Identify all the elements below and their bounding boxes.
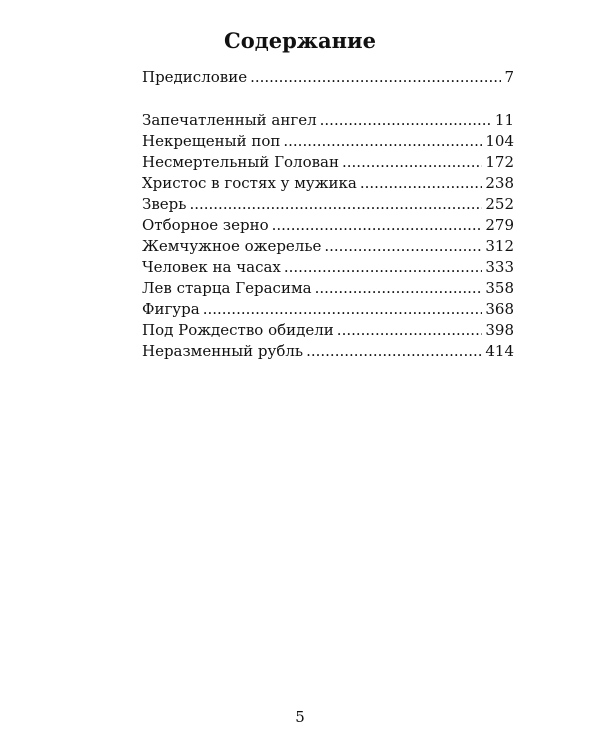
toc-leader-dots [360,174,482,192]
toc-entry [142,342,514,363]
toc-entry [142,174,514,195]
toc-entry [142,216,514,237]
toc-leader-dots [315,279,483,297]
toc-leader-dots [284,258,482,276]
toc-entry-preface [142,68,514,89]
toc-entry-page: 7 [504,68,514,86]
page-number: 5 [295,708,305,726]
toc-entry-page: 414 [485,342,514,360]
toc-entry [142,300,514,321]
toc-entry-title: Неразменный рубль [142,342,304,360]
toc-leader-dots [320,111,492,129]
toc-entry-title: Предисловие [142,68,248,86]
toc-entry-page: 398 [485,321,514,339]
toc-leader-dots [324,237,482,255]
toc-entry-title: Фигура [142,300,200,318]
toc-entry-title: Жемчужное ожерелье [142,237,322,255]
toc-leader-dots [337,321,483,339]
toc-entry-page: 11 [494,111,514,129]
toc-entry [142,279,514,300]
toc-leader-dots [306,342,482,360]
toc-entry-page: 368 [485,300,514,318]
toc-leader-dots [272,216,483,234]
toc-entry-title: Запечатленный ангел [142,111,317,129]
toc-entry [142,258,514,279]
toc-leader-dots [283,132,482,150]
toc-entry-title: Зверь [142,195,187,213]
toc-entry-title: Отборное зерно [142,216,269,234]
toc-entry-page: 279 [485,216,514,234]
toc-entry-title: Христос в гостях у мужика [142,174,357,192]
toc-entry-page: 172 [485,153,514,171]
toc-entry-title: Под Рождество обидели [142,321,334,339]
toc-entry [142,237,514,258]
toc-entry-page: 312 [485,237,514,255]
toc-entry [142,195,514,216]
toc-entry-page: 238 [485,174,514,192]
toc-entry [142,321,514,342]
toc-leader-dots [203,300,483,318]
toc-entry [142,132,514,153]
toc-entry-page: 358 [485,279,514,297]
toc-entry-title: Некрещеный поп [142,132,281,150]
toc-entry-title: Несмертельный Голован [142,153,339,171]
page-title: Содержание [224,28,376,53]
toc-entry-page: 333 [485,258,514,276]
toc-entry-title: Лев старца Герасима [142,279,312,297]
table-of-contents [142,68,514,363]
toc-leader-dots [189,195,482,213]
toc-entry [142,153,514,174]
toc-leader-dots [342,153,482,171]
toc-spacer [142,89,514,111]
toc-entry [142,111,514,132]
toc-entry-title: Человек на часах [142,258,281,276]
toc-entry-page: 104 [485,132,514,150]
toc-leader-dots [250,68,501,86]
toc-entry-page: 252 [485,195,514,213]
